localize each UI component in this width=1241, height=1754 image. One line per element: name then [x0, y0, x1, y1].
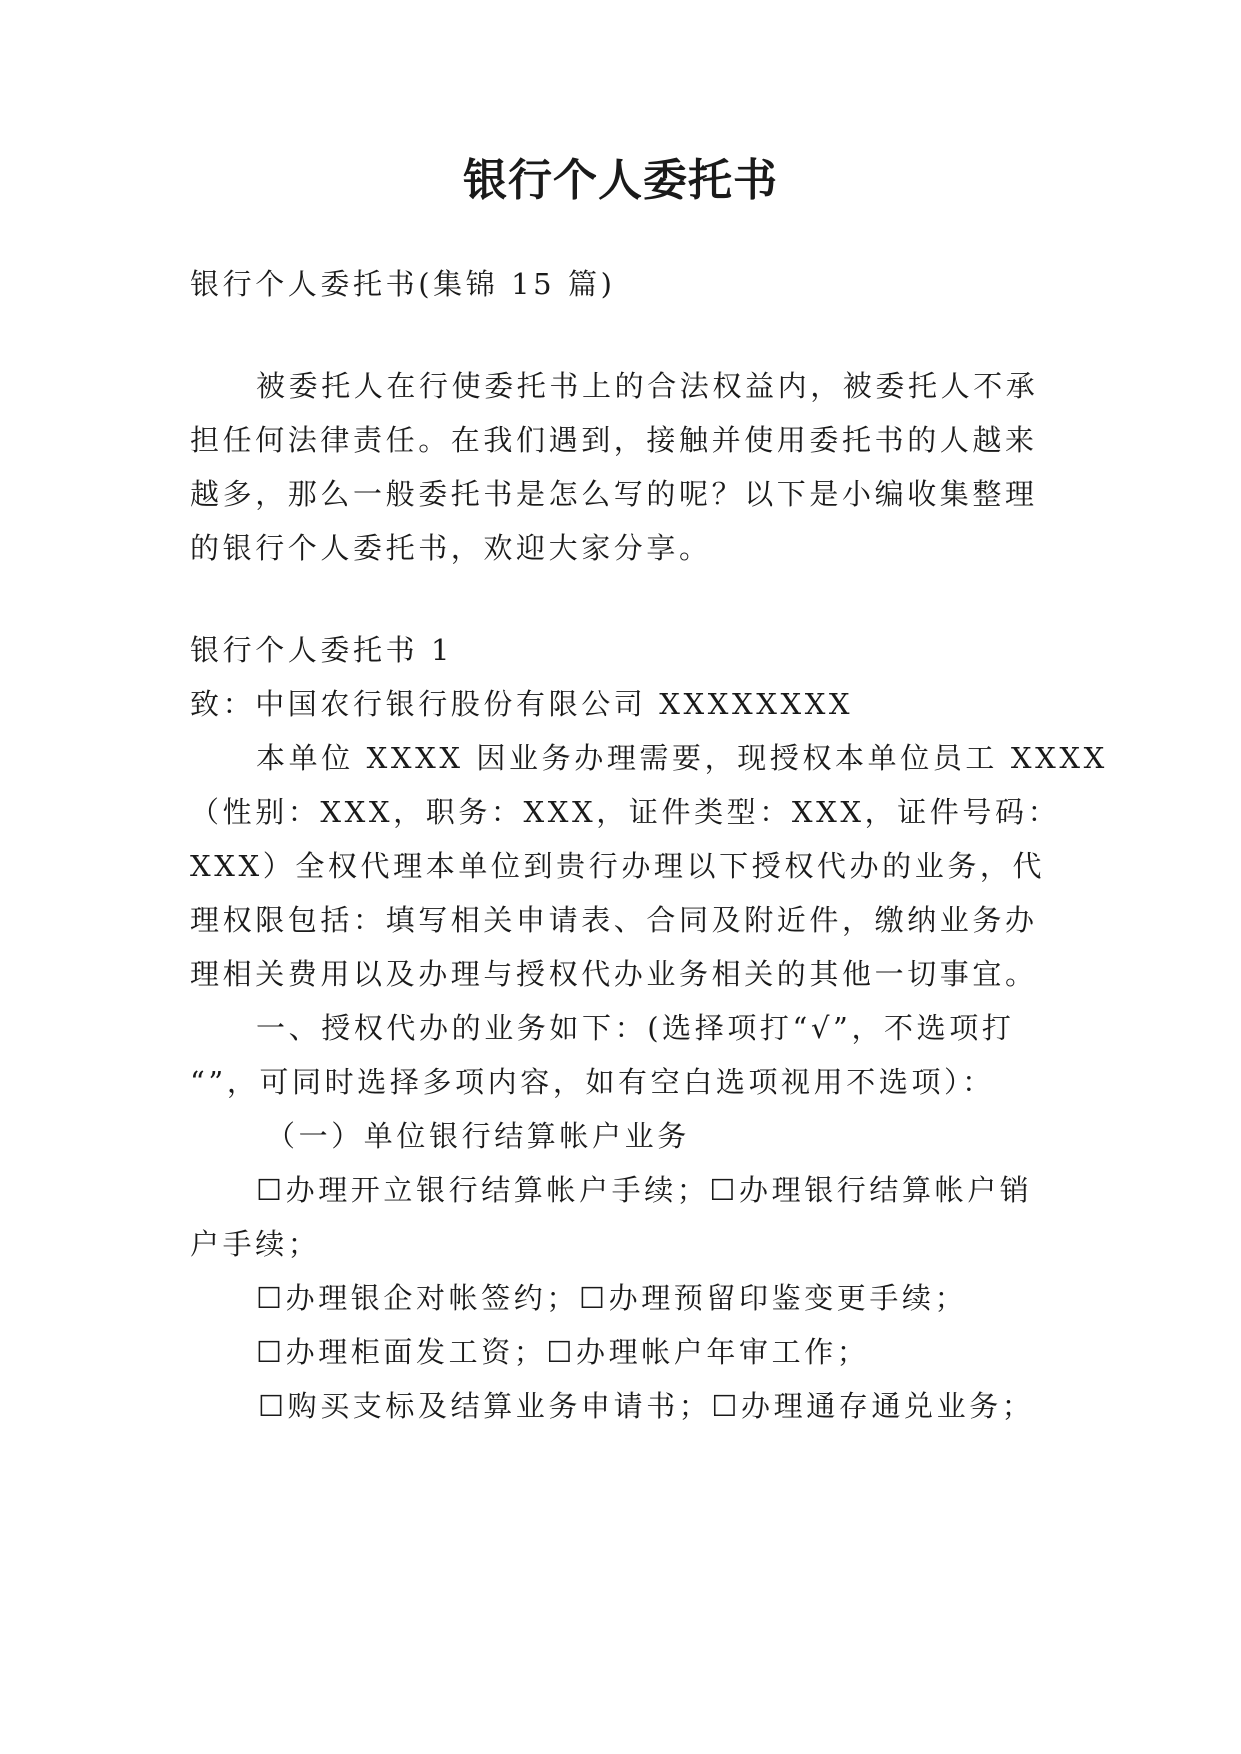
- addressee-line: 致：中国农行银行股份有限公司 XXXXXXXX: [190, 687, 854, 721]
- intro-line: 的银行个人委托书，欢迎大家分享。: [190, 531, 712, 565]
- body-line: 理权限包括：填写相关申请表、合同及附近件，缴纳业务办: [190, 903, 1038, 937]
- checklist-line: 户手续；: [190, 1227, 321, 1261]
- intro-line: 被委托人在行使委托书上的合法权益内，被委托人不承: [256, 369, 1039, 403]
- body-line: XXX）全权代理本单位到贵行办理以下授权代办的业务，代: [190, 849, 1046, 883]
- body-line: 理相关费用以及办理与授权代办业务相关的其他一切事宜。: [190, 957, 1038, 991]
- intro-line: 担任何法律责任。在我们遇到，接触并使用委托书的人越来: [190, 423, 1038, 457]
- section-heading: 银行个人委托书 1: [190, 633, 454, 667]
- item-one-line: 一、授权代办的业务如下：(选择项打“√”，不选项打: [256, 1011, 1015, 1045]
- body-line: 本单位 XXXX 因业务办理需要，现授权本单位员工 XXXX: [256, 741, 1108, 775]
- checklist-line: ☐办理柜面发工资；☐办理帐户年审工作；: [256, 1335, 870, 1369]
- item-one-line: “”，可同时选择多项内容，如有空白选项视用不选项）：: [190, 1065, 995, 1099]
- document-title: 银行个人委托书: [463, 155, 778, 206]
- checklist-line: ☐办理银企对帐签约；☐办理预留印鉴变更手续；: [256, 1281, 968, 1315]
- intro-line: 越多，那么一般委托书是怎么写的呢？以下是小编收集整理: [190, 477, 1038, 511]
- document-subtitle: 银行个人委托书(集锦 15 篇): [190, 267, 616, 301]
- body-line: （性别：XXX，职务：XXX，证件类型：XXX，证件号码：: [190, 795, 1061, 829]
- checklist-line: ☐购买支标及结算业务申请书；☐办理通存通兑业务；: [258, 1389, 1035, 1423]
- subsection-heading: （一）单位银行结算帐户业务: [266, 1119, 690, 1153]
- checklist-line: ☐办理开立银行结算帐户手续；☐办理银行结算帐户销: [256, 1173, 1033, 1207]
